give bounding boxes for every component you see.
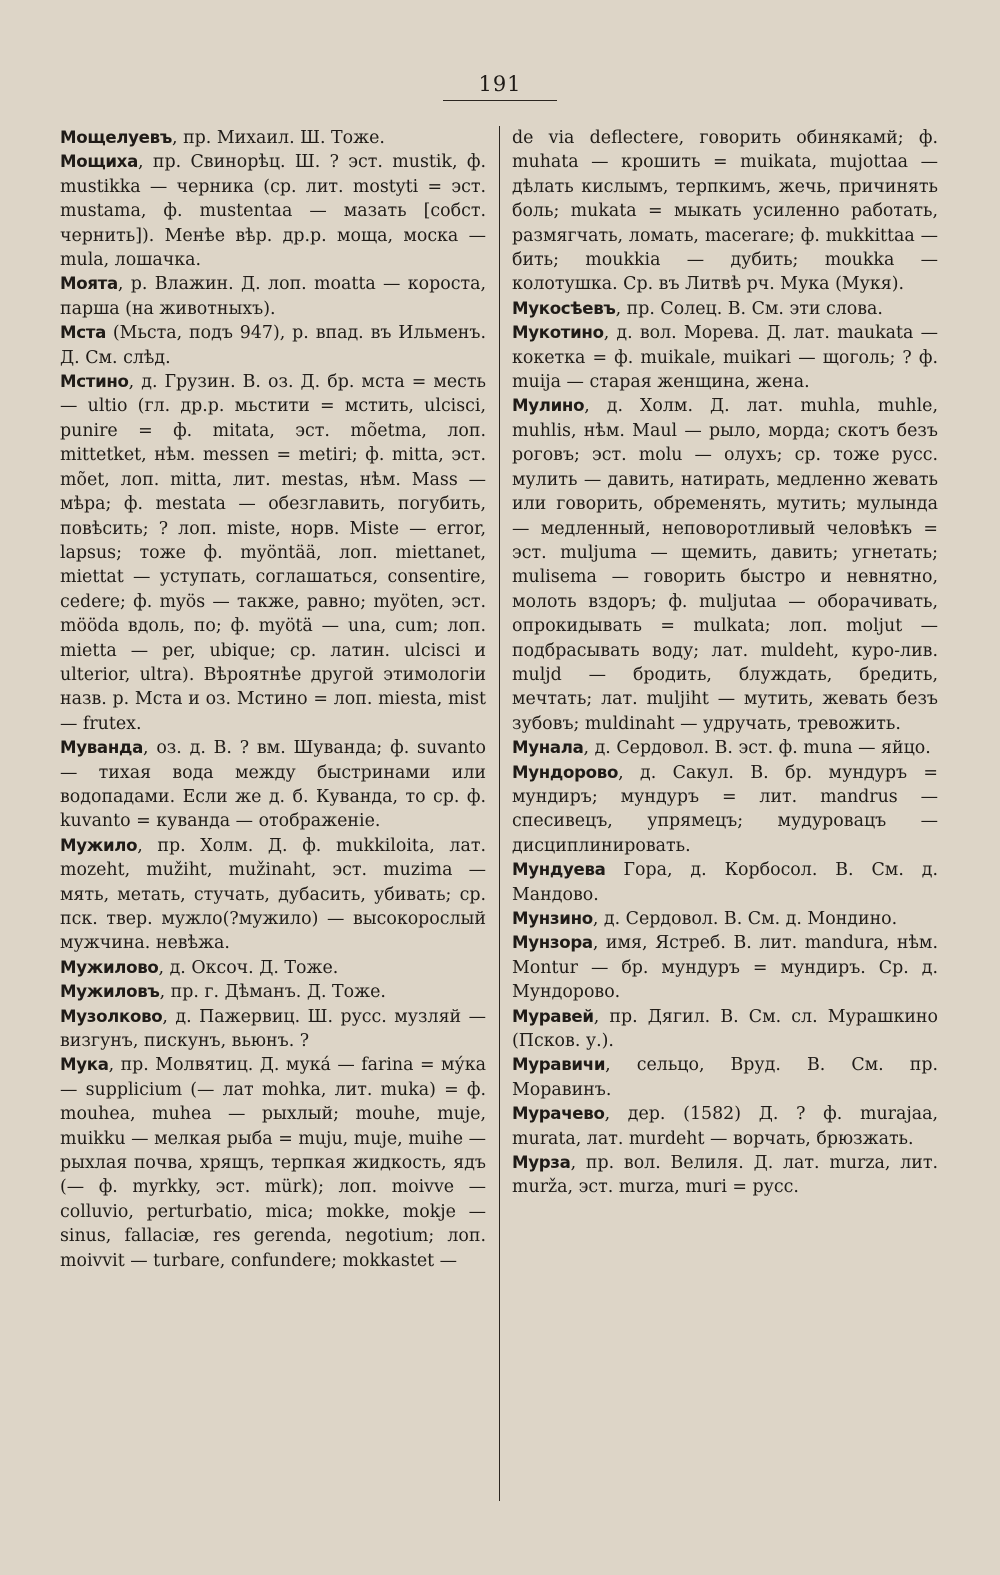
entry-headword: Мулино — [512, 396, 585, 416]
entry-headword: Мощиха — [60, 152, 138, 172]
dictionary-entry — [60, 980, 486, 1004]
entry-text: (Мьста, подъ 947), р. впад. въ Ильменъ. Д. См. слѣд. — [60, 323, 486, 368]
dictionary-entry — [60, 370, 486, 736]
dictionary-entry — [512, 761, 938, 859]
entry-headword: Музолково — [60, 1006, 163, 1026]
entry-text: , р. Влажин. Д. лоп. moatta — короста, парша (на животныхъ). — [60, 274, 486, 319]
dictionary-entry — [512, 736, 938, 760]
dictionary-entry — [512, 907, 938, 931]
right-column — [512, 126, 938, 1200]
entry-headword: Мунала — [512, 738, 584, 758]
entry-headword: Моята — [60, 274, 118, 294]
dictionary-entry — [60, 150, 486, 272]
dictionary-entry — [512, 1151, 938, 1200]
entry-headword: Муравичи — [512, 1055, 606, 1075]
entry-headword: Муравей — [512, 1006, 594, 1026]
entry-text: , д. Сакул. В. бр. мундуръ = мундиръ; мундуръ = лит. mandrus — спесивецъ, упрямецъ; мудуровацъ — дисциплинировать. — [512, 762, 938, 856]
entry-headword: Мужиловъ — [60, 982, 160, 1002]
dictionary-entry — [512, 858, 938, 907]
entry-text: , д. Грузин. В. оз. Д. бр. мста = месть — ultio (гл. др.р. мьстити = мстить, ulcisci, punire = ф. mitata, эст. mõetma, лоп. mittetket, нѣм. messen = metiri; ф. mitta, эст. mõet, лоп. mitta, лит. mestas, нѣм. Mass — мѣра; ф. mestata — обезглавить, погубить, повѣсить; ? лоп. miste, норв. Miste — error, lapsus; тоже ф. myöntää, лоп. miettanet, miettat — уступать, соглашаться, consentire, cedere; ф. myös — также, равно; myöten, эст. mööda вдоль, по; ф. myötä — una, cum; лоп. mietta — per, ubique; ср. латин. ulcisci и ulterior, ultra). Вѣроятнѣе другой этимологіи назв. р. Мста и оз. Мстино = лоп. miesta, mist — frutex. — [60, 372, 486, 734]
dictionary-entry — [60, 1005, 486, 1054]
entry-headword: Мундуева — [512, 860, 606, 880]
entry-headword: Мужилово — [60, 957, 159, 977]
entry-headword: Мунзора — [512, 933, 593, 953]
entry-text: , д. Оксоч. Д. Тоже. — [158, 957, 339, 978]
dictionary-entry — [512, 931, 938, 1004]
entry-headword: Муванда — [60, 738, 143, 758]
entry-text: , пр. Дягил. В. См. сл. Мурашкино (Псков. у.). — [512, 1006, 938, 1052]
dictionary-entry — [512, 1102, 938, 1151]
entry-headword: Мукотино — [512, 323, 604, 343]
column-divider — [499, 126, 500, 1501]
dictionary-entry — [512, 126, 938, 297]
dictionary-entry — [60, 321, 486, 370]
entry-text: , дер. (1582) Д. ? ф. murajaa, murata, лат. murdeht — ворчать, брюзжать. — [512, 1104, 938, 1149]
entry-text: , пр. Молвятиц. Д. мука́ — farina = му́ка — supplicium (— лат mohka, лит. muka) = ф. mouhea, muhea — рыхлый; mouhe, muje, muikku — мелкая рыба = muju, muje, muihe — рыхлая почва, хрящъ, терпкая жидкость, ядъ (— ф. myrkky, эст. mürk); лоп. moivve — colluvio, perturbatio, mica; mokke, mokje — sinus, fallaciæ, res gerenda, negotium; лоп. moivvit — turbare, confundere; mokkastet — — [60, 1055, 486, 1271]
entry-headword: Мука — [60, 1055, 109, 1075]
dictionary-entry — [60, 834, 486, 956]
entry-headword: Мурза — [512, 1153, 571, 1173]
entry-headword: Мунзино — [512, 909, 593, 928]
entry-headword: Мужило — [60, 835, 138, 855]
entry-text: , оз. д. В. ? вм. Шуванда; ф. suvanto — тихая вода между быстринами или водопадами. Если же д. б. Куванда, то ср. ф. kuvanto = куванда — отображеніе. — [60, 738, 486, 832]
header-rule — [443, 100, 557, 101]
entry-headword: Мурачево — [512, 1104, 605, 1124]
entry-headword: Мукосѣевъ — [512, 298, 616, 318]
entry-text: , пр. Холм. Д. ф. mukkiloita, лат. mozeht, mužiht, mužinaht, эст. muzima — мять, метать, стучать, дубасить, убивать; ср. пск. твер. мужло(?мужило) — высокорослый мужчина. невѣжа. — [60, 835, 486, 954]
entry-text: , д. Сердовол. В. эст. ф. muna — яйцо. — [583, 738, 931, 759]
left-column — [60, 126, 486, 1273]
entry-text: , пр. г. Дѣманъ. Д. Тоже. — [159, 982, 386, 1003]
entry-text: , пр. Свинорѣц. Ш. ? эст. mustik, ф. mustikka — черника (ср. лит. mostyti = эст. mustama, ф. mustentaa — мазать [собст. чернить]). Менѣе вѣр. др.р. моща, моска — mula, лошачка. — [60, 152, 486, 271]
dictionary-entry — [60, 1053, 486, 1273]
entry-text: , имя, Ястреб. В. лит. mandura, нѣм. Montur — бр. мундуръ = мундиръ. Ср. д. Мундорово. — [512, 933, 938, 1003]
entry-headword: Мундорово — [512, 762, 619, 782]
dictionary-entry — [60, 736, 486, 834]
dictionary-entry — [512, 321, 938, 394]
entry-text: , пр. Солец. В. См. эти слова. — [615, 298, 883, 319]
entry-text: , д. вол. Морева. Д. лат. maukata — кокетка = ф. muikale, muikari — щоголь; ? ф. muija — старая женщина, жена. — [512, 323, 938, 393]
entry-text: , д. Сердовол. В. См. д. Мондино. — [592, 909, 898, 929]
dictionary-entry — [512, 297, 938, 321]
dictionary-entry — [512, 1005, 938, 1054]
entry-text: de via deflectere, говорить обинякамй; ф. muhata — крошить = muikata, mujottaa — дѣлать кислымъ, терпкимъ, жечь, причинять боль; mukata = мыкать усиленно работать, размягчать, ломать, macerare; ф. mukkittaa — бить; moukkia — дубить; moukka — колотушка. Ср. въ Литвѣ рч. Мука (Мукя). — [512, 128, 938, 295]
entry-text: , пр. вол. Велиля. Д. лат. murza, лит. murža, эст. murza, muri = русс. — [512, 1153, 938, 1198]
entry-text: , д. Холм. Д. лат. muhla, muhle, muhlis, нѣм. Maul — рыло, морда; скотъ безъ роговъ; эст. molu — олухъ; ср. тоже русс. мулить — давить, натирать, медленно жевать или говорить, обременять, мутить; мулында — медленный, неповоротливый человѣкъ = эст. muljuma — щемить, давить; угнетать; mulisema — говорить быстро и невнятно, молоть вздоръ; ф. muljutaa — оборачивать, опрокидывать = mulkata; лоп. moljut — подбрасывать воду; лат. muldeht, куро-лив. muljd — бродить, блуждать, бредить, мечтать; лат. muljiht — мутить, жевать безъ зубовъ; muldinaht — удручать, тревожить. — [512, 396, 938, 734]
entry-text: , сельцо, Вруд. В. См. пр. Моравинъ. — [512, 1055, 938, 1100]
dictionary-entry — [512, 394, 938, 736]
dictionary-entry — [60, 126, 486, 150]
entry-text: , д. Пажервиц. Ш. русс. музляй — визгунъ, пискунъ, вьюнъ. ? — [60, 1006, 486, 1052]
page-number: 191 — [478, 72, 522, 96]
entry-headword: Мощелуевъ — [60, 128, 173, 147]
entry-headword: Мстино — [60, 372, 129, 392]
dictionary-entry — [60, 272, 486, 321]
dictionary-entry — [60, 956, 486, 980]
entry-headword: Мста — [60, 323, 106, 343]
dictionary-entry — [512, 1053, 938, 1102]
entry-text: , пр. Михаил. Ш. Тоже. — [172, 128, 385, 148]
entry-text: Гора, д. Корбосол. В. См. д. Мандово. — [512, 860, 938, 905]
